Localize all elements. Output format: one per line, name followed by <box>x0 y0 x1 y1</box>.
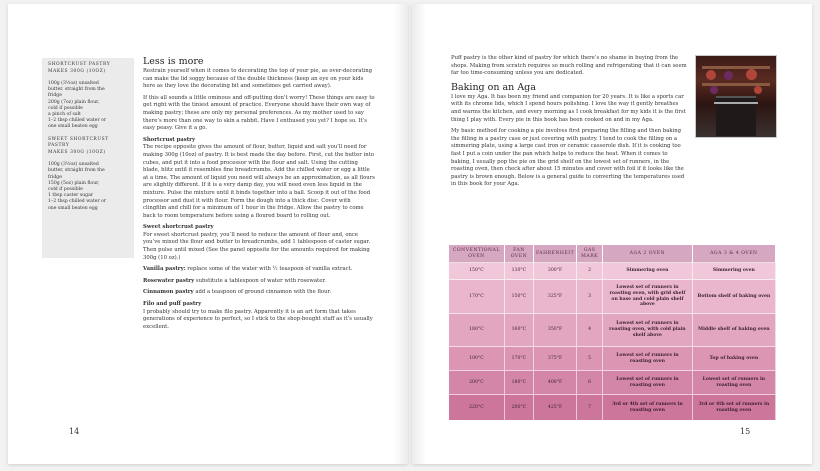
cinnamon-variation: Cinnamon pastry add a teaspoon of ground cinnamon with the flour. <box>143 289 332 296</box>
table-cell: 3rd or 4th set of runners in roasting oven <box>692 395 775 421</box>
aga-kitchen-photo <box>695 55 777 138</box>
left-page <box>8 4 408 464</box>
table-cell: 325°F <box>533 280 576 314</box>
intro-paragraph: Restrain yourself when it comes to decorating the top of your pie, as over-decorating can make the lid soggy because of the double thickness (keep an eye on your kids here as they love the decorating bit and sometimes get carried away). <box>143 68 373 90</box>
sweet-shortcrust-title: SWEET SHORTCRUST PASTRY MAKES 300G (10OZ) <box>48 136 109 155</box>
table-cell: 150°C <box>504 280 533 314</box>
gutter-shadow <box>394 4 408 464</box>
table-cell: 3 <box>577 280 603 314</box>
rosewater-variation: Rosewater pastry substitute a tablespoon of water with rosewater. <box>143 277 326 284</box>
table-cell: 180°C <box>504 371 533 395</box>
table-row <box>449 280 776 314</box>
col-header-fan: FAN OVEN <box>504 245 533 263</box>
table-cell: 425°F <box>533 395 576 421</box>
table-row <box>449 395 776 421</box>
table-cell: 150°C <box>449 263 504 280</box>
page-number-right: 15 <box>740 427 751 436</box>
table-cell: 130°C <box>504 263 533 280</box>
table-cell: 400°F <box>533 371 576 395</box>
table-cell: 190°C <box>449 347 504 371</box>
vanilla-variation: Vanilla pastry: replace some of the water with ½ teaspoon of vanilla extract. <box>143 266 353 273</box>
table-cell: Bottom shelf of baking oven <box>692 280 775 314</box>
table-cell: 200°C <box>449 371 504 395</box>
table-row <box>449 371 776 395</box>
subheading-sweet-shortcrust: Sweet shortcrust pastry <box>143 224 214 231</box>
table-cell: 4 <box>577 314 603 347</box>
col-header-aga34: AGA 3 & 4 OVEN <box>692 245 775 263</box>
table-cell: Middle shelf of baking oven <box>692 314 775 347</box>
table-row <box>449 347 776 371</box>
table-cell: 300°F <box>533 263 576 280</box>
col-header-conventional: CONVENTIONAL OVEN <box>449 245 504 263</box>
table-cell: Lowest set of runners in roasting oven <box>603 347 693 371</box>
sweet-shortcrust-ingredients: 100g (3½oz) unsalted butter, straight from the fridge 150g (5oz) plain flour, cold if possible 1 tbsp caster sugar 1–2 tbsp chilled water or one small beaten egg <box>48 162 107 211</box>
aga-temperature-table <box>449 245 776 420</box>
table-cell: 180°C <box>449 314 504 347</box>
left-body-column <box>143 56 375 335</box>
table-cell: Lowest set of runners in roasting oven <box>692 371 775 395</box>
table-cell: 3rd or 4th set of runners in roasting oven <box>603 395 693 421</box>
table-cell: Lowest set of runners in roasting oven, with cold plain shelf above <box>603 314 693 347</box>
aga-paragraph-2: My basic method for cooking a pie involves first preparing the filling and then baking the filling in a pastry case or just covering with pastry. I tend to cook the filling on a simmering plate, using a large cast iron or ceramic casserole dish. If it is cooking too fast I put a coin under the pan which helps to reduce the heat. When it comes to baking, I usually pop the pie on the grid shelf on the lowest set of runners, in the roasting oven, then check after about 15 minutes and cover with foil if it looks like the pastry is brown enough. Below is a general guide to converting the temperatures used in this book for your Aga. <box>451 128 685 188</box>
table-row <box>449 314 776 347</box>
table-cell: 200°C <box>504 395 533 421</box>
sweet-shortcrust-method: For sweet shortcrust pastry, you’ll need to reduce the amount of flour and, once you’ve mixed the flour and butter to breadcrumbs, add 1 tablespoon of caster sugar. Then pulse until mixed (See the panel opposite for the amounts required for making 300g (10 oz).) <box>143 231 371 261</box>
puff-pastry-paragraph: Puff pastry is the other kind of pastry for which there’s no shame in buying from the shops. Making from scratch requires so much rolling and refrigerating that it can seem far too time-consuming unless you are dedicated. <box>451 55 687 77</box>
table-cell: 220°C <box>449 395 504 421</box>
filo-paragraph: I probably should try to make filo pastry. Apparently it is an art form that takes generations of experience to perfect, so I stick to the shop-bought stuff as it’s usually excellent. <box>143 308 373 330</box>
table-cell: 2 <box>577 263 603 280</box>
table-cell: 375°F <box>533 347 576 371</box>
table-cell: Lowest set of runners in roasting oven <box>603 371 693 395</box>
table-cell: 170°C <box>449 280 504 314</box>
table-row <box>449 263 776 280</box>
section-heading-less-is-more: Less is more <box>143 56 204 67</box>
page-number-left: 14 <box>69 427 80 436</box>
aga-paragraph-1: I love my Aga. It has been my friend and companion for 20 years. It is like a sports car with its chrome lids, which I spend hours polishing. I love the way it gently breathes and warms the kitchen, and every morning as I cook breakfast for my kids it is the first thing I play with. Every pie in this book has been cooked on and in my Aga. <box>451 93 686 123</box>
col-header-gas: GAS MARK <box>577 245 603 263</box>
gutter-shadow <box>412 4 426 464</box>
table-cell: Top of baking oven <box>692 347 775 371</box>
shortcrust-ingredients: 100g (3½oz) unsalted butter, straight from the fridge 200g (7oz) plain flour, cold if possible a pinch of salt 1–2 tbsp chilled water or one small beaten egg <box>48 81 107 130</box>
table-cell: 170°C <box>504 347 533 371</box>
subheading-shortcrust: Shortcrust pastry <box>143 136 196 143</box>
recipe-sidebar <box>42 58 134 258</box>
table-cell: 5 <box>577 347 603 371</box>
col-header-aga2: AGA 2 OVEN <box>603 245 693 263</box>
table-cell: 350°F <box>533 314 576 347</box>
body-paragraph: If this all sounds a little ominous and off-putting don’t worry! These things are easy to get right with the tiniest amount of practice. Everyone should have their own way of making pastry; these are only my personal preferences. As my mother used to say there’s more than one way to skin a rabbit. Have I enthused you yet? I hope so. It’s easy peasy. Give it a go. <box>143 94 375 132</box>
right-page <box>412 4 812 464</box>
temperature-conversion-table <box>449 245 776 420</box>
section-heading-aga: Baking on an Aga <box>451 81 536 93</box>
table-cell: Simmering oven <box>692 263 775 280</box>
shortcrust-title: SHORTCRUST PASTRY MAKES 300G (10OZ) <box>48 62 111 74</box>
table-cell: Lowest set of runners in roasting oven, with grid shelf on base and cold plain shelf above <box>603 280 693 314</box>
table-cell: 7 <box>577 395 603 421</box>
table-cell: Simmering oven <box>603 263 693 280</box>
right-body-column <box>451 55 689 193</box>
table-cell: 160°C <box>504 314 533 347</box>
shortcrust-method: The recipe opposite gives the amount of flour, butter, liquid and salt you’ll need for making 300g (10oz) of pastry. It is best made the day before. First, cut the butter into cubes, and put it into a food processor with the flour and salt. Using the cutting blade, blitz until it resembles fine breadcrumbs. Add the chilled water or egg a little at a time. The amount of liquid you need will always be an approximation, as all flours are slightly different. If it is a very damp day, you will need even less liquid in the mixture. Pulse the mixture until it binds together into a ball. Scoop it out of the food processor and dust it with flour. Form the dough into a thick disc. Cover with clingfilm and chill for a minimum of 1 hour in the fridge. Allow the pastry to come back to room temperature before using a floured board to rolling out. <box>143 144 375 219</box>
table-header-row <box>449 245 776 263</box>
subheading-filo-puff: Filo and puff pastry <box>143 301 202 308</box>
col-header-fahrenheit: FAHRENHEIT <box>533 245 576 263</box>
table-cell: 6 <box>577 371 603 395</box>
